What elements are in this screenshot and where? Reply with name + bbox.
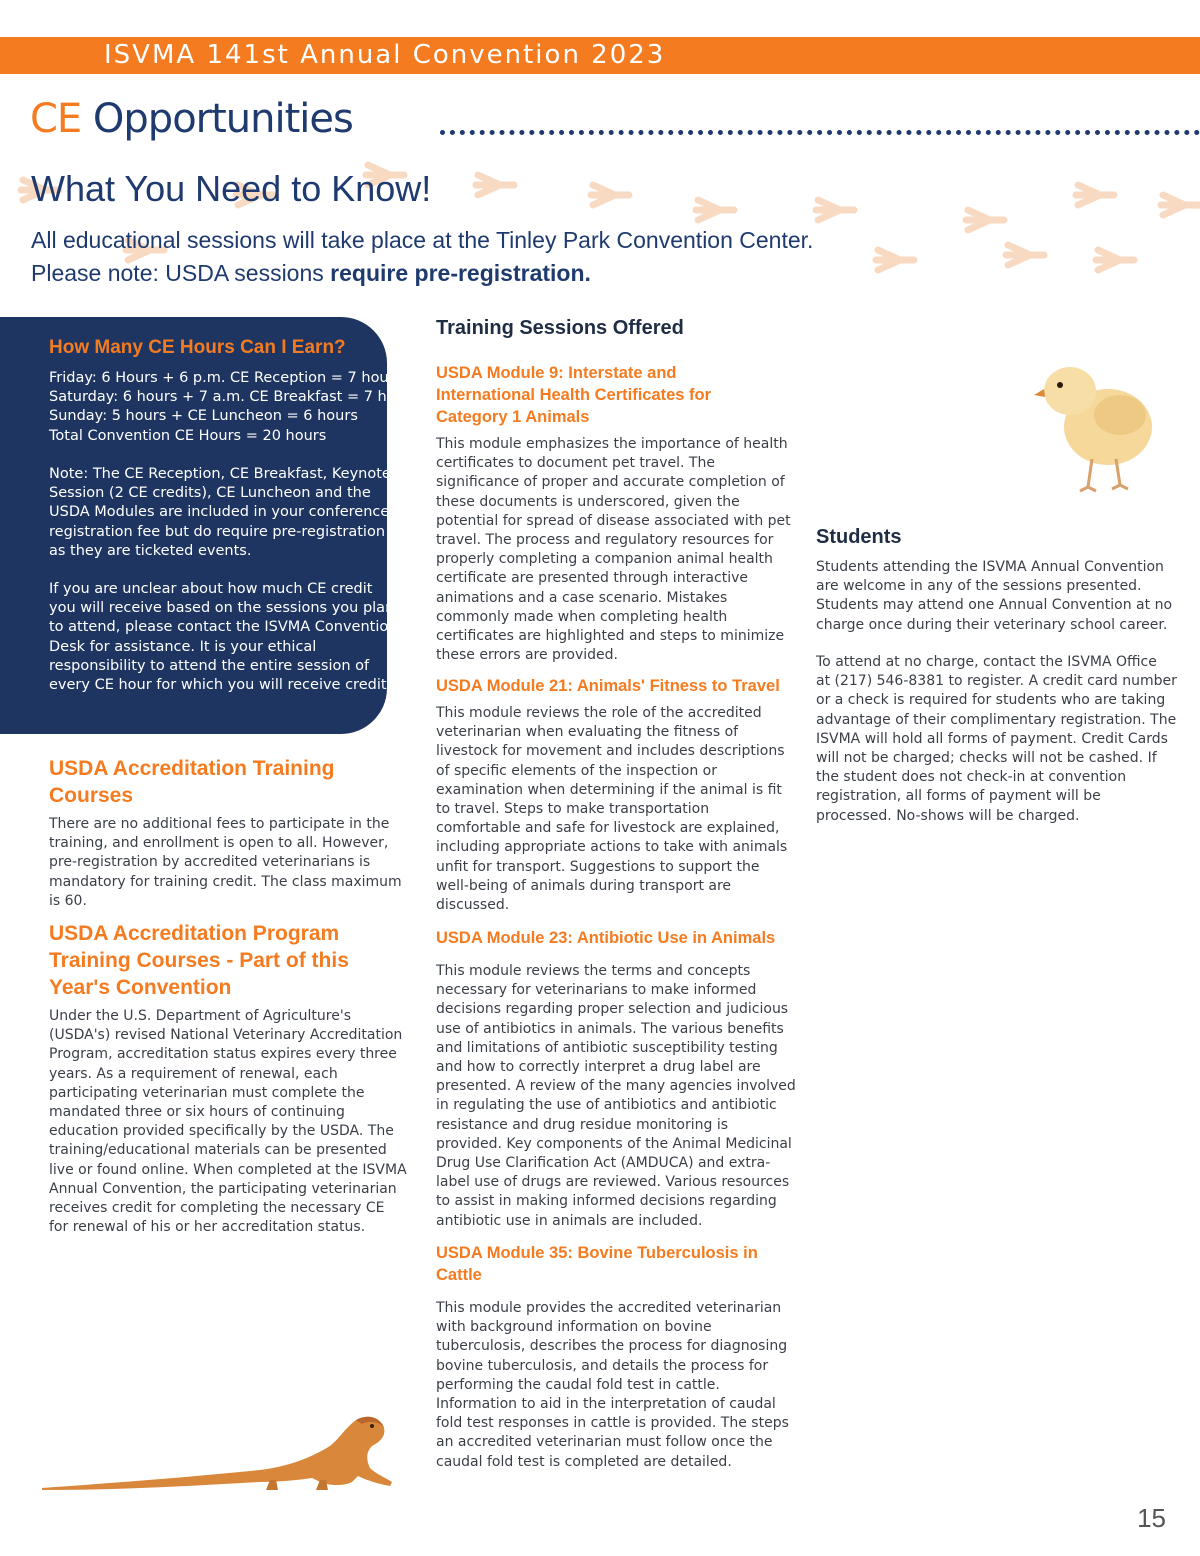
hours-line: Saturday: 6 hours + 7 a.m. CE Breakfast = 7 hours — [49, 389, 419, 406]
intro-emphasis: require pre-registration. — [330, 260, 591, 286]
program-text: Under the U.S. Department of Agriculture's (USDA's) revised National Veterinary Accreditation Program, accreditation status expires every three years. As a requirement of renewal, each participating veterinarian must complete the mandated three or six hours of continuing education provided specifically by the USDA. The training/educational materials can be presented live or found online. When completed at the ISVMA Annual Convention, the participating veterinarian receives credit for completing the necessary CE for renewal of his or her accreditation status. — [49, 1008, 407, 1236]
hours-line: Total Convention CE Hours = 20 hours — [49, 427, 327, 444]
module-23-title: USDA Module 23: Antibiotic Use in Animals — [436, 929, 776, 947]
students-text-1: Students attending the ISVMA Annual Convention are welcome in any of the sessions presented. Students may attend one Annual Convention at no charge once during their veterinary school career. — [816, 559, 1173, 633]
module-9-title: USDA Module 9: Interstate and International Health Certificates for Category 1 Animals — [436, 364, 712, 426]
page-title — [30, 96, 353, 142]
page-number: 15 — [1137, 1503, 1166, 1533]
title-ce: CE — [30, 96, 82, 142]
training-heading: Training Sessions Offered — [436, 317, 684, 339]
module-9-text: This module emphasizes the importance of health certificates to document pet travel. The significance of proper and accurate completion of these documents is underscored, given the potential for spread of disease associated with pet travel. The process and regulatory resources for properly completing a companion animal health certificate are presented through interactive animations and a case scenario. Mistakes commonly made when completing health certificates are highlighted and steps to minimize these errors are provided. — [436, 436, 791, 664]
intro-line-1: All educational sessions will take place at the Tinley Park Convention Center. — [31, 227, 814, 253]
ce-hours-list — [49, 369, 419, 446]
module-35-title: USDA Module 35: Bovine Tuberculosis in Cattle — [436, 1244, 758, 1284]
students-text-2: To attend at no charge, contact the ISVMA Office at (217) 546-8381 to register. A credit card number or a check is required for students who are taking advantage of their complimentary registration. The ISVMA will hold all forms of payment. Credit Cards will not be charged; checks will not be cashed. If the student does not check-in at convention registration, all forms of payment will be processed. No-shows will be charged. — [816, 654, 1177, 824]
bearded-dragon-image — [40, 1408, 400, 1494]
title-opportunities: Opportunities — [92, 96, 353, 142]
program-heading: USDA Accreditation Program Training Courses - Part of this Year's Convention — [49, 922, 349, 999]
dotted-leader — [440, 130, 1200, 135]
intro-text — [31, 224, 813, 290]
banner-title: ISVMA 141st Annual Convention 2023 — [104, 40, 666, 70]
hours-line: Friday: 6 Hours + 6 p.m. CE Reception = 7 hours — [49, 370, 403, 386]
module-21-text: This module reviews the role of the accredited veterinarian when evaluating the fitness of livestock for movement and includes descriptions of specific elements of the inspection or examination when determining if the animal is fit to travel. Steps to make transportation comfortable and safe for livestock are explained, including appropriate actions to take with animals unfit for transport. Suggestions to support the well-being of animals during transport are discussed. — [436, 705, 788, 914]
ce-unclear-note: If you are unclear about how much CE credit you will receive based on the sessions you plan to attend, please contact the ISVMA Convention Desk for assistance. It is your ethical responsibility to attend the entire session of every CE hour for which you will receive credit. — [49, 581, 398, 694]
students-heading: Students — [816, 526, 902, 548]
module-21-title: USDA Module 21: Animals' Fitness to Travel — [436, 677, 780, 695]
header-banner — [0, 37, 1200, 74]
ce-hours-heading: How Many CE Hours Can I Earn? — [49, 337, 346, 358]
hours-line: Sunday: 5 hours + CE Luncheon = 6 hours — [49, 408, 358, 425]
ce-note: Note: The CE Reception, CE Breakfast, Keynote Session (2 CE credits), CE Luncheon and the USDA Modules are included in your conference registration fee but do require pre-registration as they are ticketed events. — [49, 466, 391, 559]
module-35-text: This module provides the accredited veterinarian with background information on bovine tuberculosis, describes the process for diagnosing bovine tuberculosis, and details the process for performing the caudal fold test in cattle. Information to aid in the interpretation of caudal fold test responses in cattle is provided. The steps an accredited veterinarian must follow once the caudal fold test is completed are detailed. — [436, 1300, 789, 1470]
chick-image — [1030, 355, 1160, 495]
module-23-text: This module reviews the terms and concepts necessary for veterinarians to make informed decisions regarding proper selection and judicious use of antibiotics in animals. The various benefits and limitations of antibiotic susceptibility testing and how to correctly interpret a drug label are presented. A review of the many agencies involved in regulating the use of antibiotics and antibiotic resistance and drug residue monitoring is provided. Key components of the Animal Medicinal Drug Use Clarification Act (AMDUCA) and extra- label use of drugs are reviewed. Various resources to assist in making informed decisions regarding antibiotic use in animals are included. — [436, 963, 796, 1229]
intro-line-2: Please note: USDA sessions require pre-registration. — [31, 260, 591, 286]
accreditation-text: There are no additional fees to participate in the training, and enrollment is open to all. However, pre-registration by accredited veterinarians is mandatory for training credit. The class maximum is 60. — [49, 816, 402, 909]
section-title-need-to-know: What You Need to Know! — [31, 168, 432, 209]
accreditation-heading: USDA Accreditation Training Courses — [49, 757, 335, 807]
